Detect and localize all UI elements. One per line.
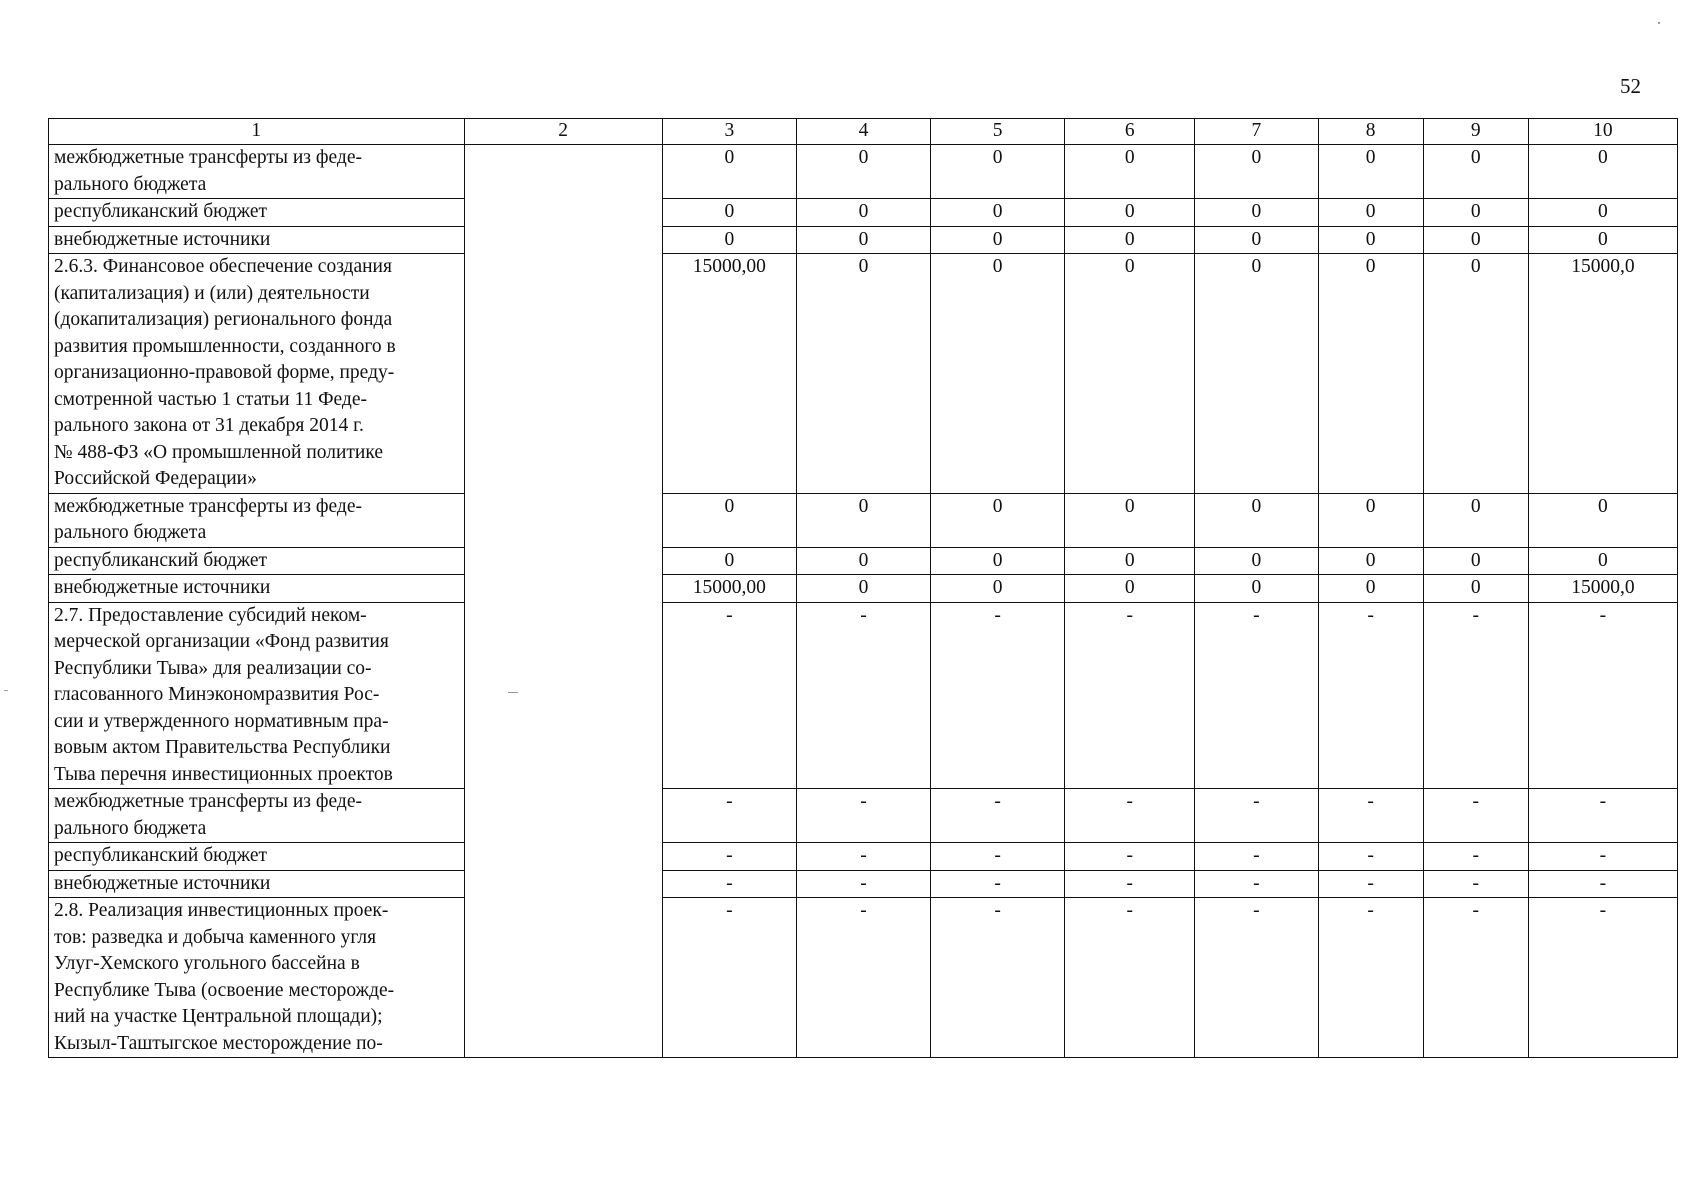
column-2-cell bbox=[464, 870, 662, 898]
value-cell: - bbox=[1318, 843, 1423, 871]
value-cell: - bbox=[1528, 789, 1677, 843]
header-cell: 10 bbox=[1528, 119, 1677, 145]
value-cell: 0 bbox=[1195, 547, 1318, 575]
value-cell: - bbox=[662, 789, 796, 843]
value-cell: 0 bbox=[1423, 199, 1528, 227]
value-cell: - bbox=[796, 870, 930, 898]
column-2-cell bbox=[464, 547, 662, 575]
value-cell: 0 bbox=[796, 199, 930, 227]
value-cell: 15000,0 bbox=[1528, 254, 1677, 494]
value-cell: - bbox=[1065, 898, 1195, 1058]
value-cell: - bbox=[1423, 789, 1528, 843]
header-cell: 8 bbox=[1318, 119, 1423, 145]
value-cell: - bbox=[662, 843, 796, 871]
table-row bbox=[49, 547, 1678, 575]
value-cell: 0 bbox=[1065, 226, 1195, 254]
value-cell: - bbox=[1195, 602, 1318, 789]
column-2-cell bbox=[464, 199, 662, 227]
value-cell: 0 bbox=[931, 493, 1065, 547]
value-cell: 0 bbox=[1318, 145, 1423, 199]
value-cell: 0 bbox=[662, 226, 796, 254]
column-2-cell bbox=[464, 226, 662, 254]
table-row bbox=[49, 602, 1678, 789]
value-cell: 0 bbox=[931, 547, 1065, 575]
column-2-cell bbox=[464, 254, 662, 494]
header-cell: 1 bbox=[49, 119, 465, 145]
value-cell: 15000,0 bbox=[1528, 575, 1677, 603]
value-cell: 0 bbox=[1318, 254, 1423, 494]
value-cell: 0 bbox=[1528, 547, 1677, 575]
header-cell: 9 bbox=[1423, 119, 1528, 145]
value-cell: - bbox=[1528, 602, 1677, 789]
value-cell: - bbox=[796, 789, 930, 843]
row-label: внебюджетные источники bbox=[49, 575, 465, 603]
value-cell: 0 bbox=[1318, 547, 1423, 575]
header-cell: 4 bbox=[796, 119, 930, 145]
header-cell: 6 bbox=[1065, 119, 1195, 145]
header-cell: 2 bbox=[464, 119, 662, 145]
value-cell: 0 bbox=[796, 145, 930, 199]
header-cell: 7 bbox=[1195, 119, 1318, 145]
value-cell: - bbox=[1065, 789, 1195, 843]
value-cell: - bbox=[931, 870, 1065, 898]
value-cell: - bbox=[1195, 789, 1318, 843]
value-cell: 0 bbox=[796, 547, 930, 575]
table-body bbox=[49, 145, 1678, 1058]
row-label: межбюджетные трансферты из феде- рального бюджета bbox=[49, 493, 465, 547]
column-2-cell bbox=[464, 898, 662, 1058]
value-cell: - bbox=[931, 843, 1065, 871]
value-cell: - bbox=[1528, 898, 1677, 1058]
value-cell: 0 bbox=[1423, 145, 1528, 199]
table-row bbox=[49, 789, 1678, 843]
value-cell: - bbox=[1318, 870, 1423, 898]
row-label: 2.7. Предоставление субсидий неком- мерческой организации «Фонд развития Республики Тыва» для реализации со- гласованного Минэкономразвития Рос- сии и утвержденного нормативным пра- вовым актом Правительства Республики Тыва перечня инвестиционных проектов bbox=[49, 602, 465, 789]
header-cell: 5 bbox=[931, 119, 1065, 145]
value-cell: 0 bbox=[1318, 575, 1423, 603]
value-cell: 0 bbox=[796, 254, 930, 494]
column-2-cell bbox=[464, 602, 662, 789]
table-row bbox=[49, 575, 1678, 603]
table-row bbox=[49, 199, 1678, 227]
value-cell: 0 bbox=[1528, 145, 1677, 199]
value-cell: 0 bbox=[796, 575, 930, 603]
value-cell: - bbox=[1423, 843, 1528, 871]
value-cell: - bbox=[1065, 602, 1195, 789]
value-cell: - bbox=[662, 870, 796, 898]
value-cell: - bbox=[1318, 789, 1423, 843]
value-cell: 0 bbox=[1528, 199, 1677, 227]
value-cell: - bbox=[1318, 898, 1423, 1058]
table-row bbox=[49, 843, 1678, 871]
value-cell: 15000,00 bbox=[662, 254, 796, 494]
row-label: межбюджетные трансферты из феде- рального бюджета bbox=[49, 145, 465, 199]
table-row bbox=[49, 493, 1678, 547]
value-cell: - bbox=[931, 602, 1065, 789]
value-cell: - bbox=[1423, 602, 1528, 789]
value-cell: - bbox=[1318, 602, 1423, 789]
value-cell: 0 bbox=[1065, 493, 1195, 547]
value-cell: 0 bbox=[1423, 575, 1528, 603]
scan-mark bbox=[1658, 22, 1660, 24]
value-cell: - bbox=[1423, 898, 1528, 1058]
value-cell: 0 bbox=[1318, 199, 1423, 227]
table-row bbox=[49, 145, 1678, 199]
value-cell: - bbox=[1195, 898, 1318, 1058]
table-row bbox=[49, 898, 1678, 1058]
value-cell: - bbox=[796, 843, 930, 871]
table-row bbox=[49, 226, 1678, 254]
value-cell: 0 bbox=[1065, 547, 1195, 575]
value-cell: 0 bbox=[1195, 575, 1318, 603]
row-label: республиканский бюджет bbox=[49, 843, 465, 871]
value-cell: 0 bbox=[1528, 226, 1677, 254]
row-label: внебюджетные источники bbox=[49, 870, 465, 898]
value-cell: 0 bbox=[1065, 145, 1195, 199]
column-2-cell bbox=[464, 493, 662, 547]
row-label: 2.6.3. Финансовое обеспечение создания (капитализация) и (или) деятельности (докапитализация) регионального фонда развития промышленности, созданного в организационно-правовой форме, преду- смотренной частью 1 статьи 11 Феде- рального закона от 31 декабря 2014 г. № 488-ФЗ «О промышленной политике Российской Федерации» bbox=[49, 254, 465, 494]
value-cell: - bbox=[796, 898, 930, 1058]
value-cell: - bbox=[1065, 843, 1195, 871]
value-cell: 0 bbox=[931, 575, 1065, 603]
value-cell: 0 bbox=[1318, 226, 1423, 254]
value-cell: 0 bbox=[796, 493, 930, 547]
column-2-cell bbox=[464, 843, 662, 871]
value-cell: 0 bbox=[1423, 254, 1528, 494]
value-cell: 0 bbox=[1423, 226, 1528, 254]
row-label: внебюджетные источники bbox=[49, 226, 465, 254]
value-cell: 0 bbox=[662, 145, 796, 199]
value-cell: 0 bbox=[931, 254, 1065, 494]
scan-mark bbox=[508, 692, 518, 693]
value-cell: 0 bbox=[1195, 226, 1318, 254]
value-cell: 0 bbox=[1065, 575, 1195, 603]
value-cell: 0 bbox=[1423, 547, 1528, 575]
value-cell: 0 bbox=[931, 145, 1065, 199]
value-cell: 0 bbox=[796, 226, 930, 254]
value-cell: - bbox=[1528, 843, 1677, 871]
value-cell: 0 bbox=[662, 493, 796, 547]
value-cell: - bbox=[1195, 870, 1318, 898]
value-cell: 0 bbox=[931, 226, 1065, 254]
value-cell: 0 bbox=[931, 199, 1065, 227]
budget-table bbox=[48, 118, 1678, 1058]
value-cell: - bbox=[1065, 870, 1195, 898]
row-label: республиканский бюджет bbox=[49, 199, 465, 227]
value-cell: - bbox=[1528, 870, 1677, 898]
value-cell: 0 bbox=[1195, 493, 1318, 547]
table-row bbox=[49, 254, 1678, 494]
value-cell: 15000,00 bbox=[662, 575, 796, 603]
value-cell: 0 bbox=[662, 199, 796, 227]
value-cell: 0 bbox=[662, 547, 796, 575]
value-cell: 0 bbox=[1318, 493, 1423, 547]
value-cell: - bbox=[931, 898, 1065, 1058]
value-cell: - bbox=[1423, 870, 1528, 898]
header-cell: 3 bbox=[662, 119, 796, 145]
page-number: 52 bbox=[1620, 74, 1641, 98]
value-cell: - bbox=[796, 602, 930, 789]
value-cell: 0 bbox=[1423, 493, 1528, 547]
value-cell: 0 bbox=[1065, 199, 1195, 227]
value-cell: - bbox=[662, 602, 796, 789]
value-cell: 0 bbox=[1065, 254, 1195, 494]
column-2-cell bbox=[464, 145, 662, 199]
row-label: республиканский бюджет bbox=[49, 547, 465, 575]
value-cell: 0 bbox=[1195, 199, 1318, 227]
column-2-cell bbox=[464, 789, 662, 843]
value-cell: - bbox=[931, 789, 1065, 843]
row-label: межбюджетные трансферты из феде- рального бюджета bbox=[49, 789, 465, 843]
table-row bbox=[49, 870, 1678, 898]
row-label: 2.8. Реализация инвестиционных проек- тов: разведка и добыча каменного угля Улуг-Хемского угольного бассейна в Республике Тыва (освоение месторожде- ний на участке Центральной площади); Кызыл-Таштыгское месторождение по- bbox=[49, 898, 465, 1058]
value-cell: 0 bbox=[1528, 493, 1677, 547]
value-cell: - bbox=[1195, 843, 1318, 871]
value-cell: 0 bbox=[1195, 145, 1318, 199]
column-2-cell bbox=[464, 575, 662, 603]
value-cell: - bbox=[662, 898, 796, 1058]
header-row bbox=[49, 119, 1678, 145]
scan-mark bbox=[4, 690, 8, 691]
value-cell: 0 bbox=[1195, 254, 1318, 494]
